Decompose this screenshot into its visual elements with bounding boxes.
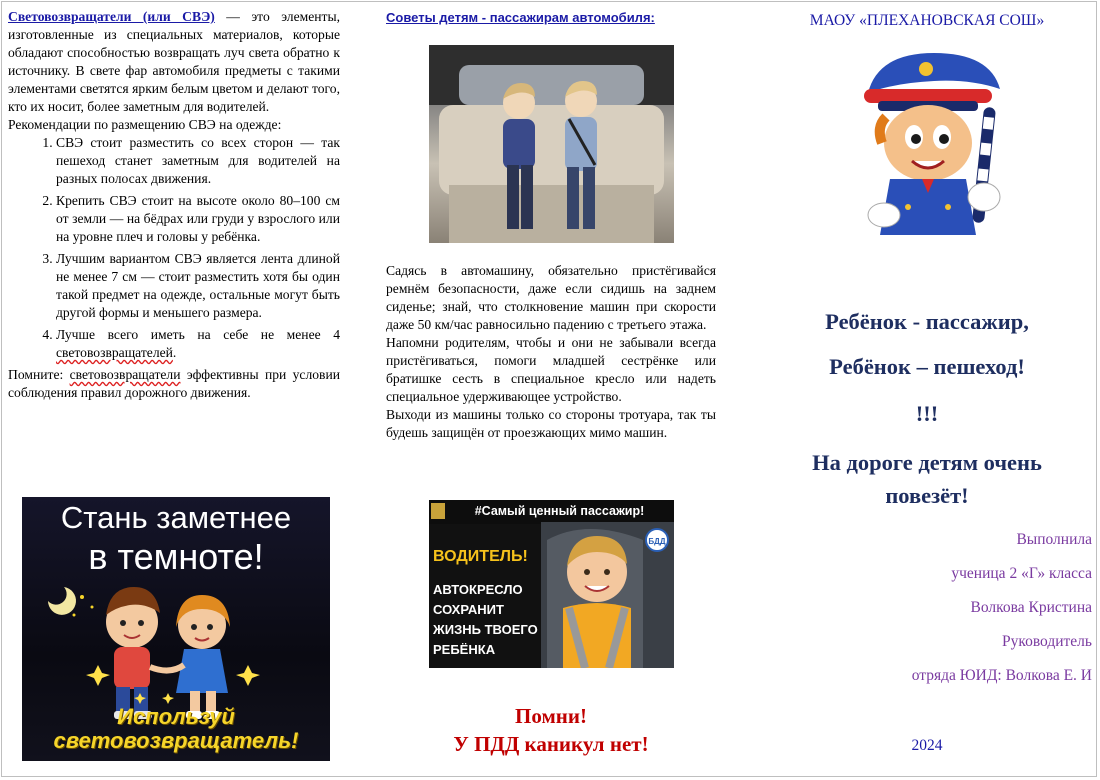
list-item: 2. Крепить СВЭ стоит на высоте около 80–100 см от земли — на бёдрах или груди у взрослого или на уровне плеч и головы у ребёнка. — [56, 192, 340, 246]
svr-term: Световозвращатели (или СВЭ) — [8, 9, 215, 24]
list-item-tail: световозвращателей — [56, 345, 173, 360]
poster-headline-1: Стань заметнее — [60, 500, 292, 535]
svr-intro — [8, 8, 340, 116]
boy-figure — [106, 587, 160, 719]
slogan-line-2: Ребёнок – пешеход! — [829, 354, 1025, 379]
note-rest: эффективны при условии соблюдения правил дорожного движения. — [8, 367, 340, 400]
slogan-line-5: повезёт! — [885, 483, 969, 508]
list-item: 1. СВЭ стоит разместить со всех сторон — так пешеход станет заметным для водителей на разных полосах движения. — [56, 134, 340, 188]
list-item: 3. Лучшим вариантом СВЭ является лента длиной не менее 7 см — стоит разместить хотя бы один такой предмет на одежде, остальные могут быть другой формы и меньшего размера. — [56, 250, 340, 322]
poster-message — [433, 580, 538, 660]
credit-line: Волкова Кристина — [970, 599, 1092, 616]
slogan-line-4: На дороге детям очень — [812, 450, 1042, 475]
traffic-officer-mascot — [838, 47, 1018, 239]
recommendations-list — [8, 134, 340, 362]
children-in-car-illustration — [429, 45, 674, 243]
passenger-tips-text — [386, 262, 716, 442]
recommendations-title: Рекомендации по размещению СВЭ на одежде: — [8, 117, 282, 132]
poster-driver-label: ВОДИТЕЛЬ! — [433, 548, 528, 565]
note-prefix: Помните: — [8, 367, 70, 382]
credit-line: Руководитель — [1001, 633, 1092, 650]
remember-line-2: У ПДД каникул нет! — [453, 732, 649, 756]
car-seat-poster — [429, 500, 674, 668]
poster-message-line: АВТОКРЕСЛО — [433, 582, 523, 597]
tip-paragraph: Садясь в автомашину, обязательно пристёгивайся ремнём безопасности, даже если сидишь на заднем сиденье; знай, что столкновение машин при скорости даже 50 км/час равносильно падению с третьего этажа. — [386, 263, 716, 332]
poster-slogan-line-2: световозвращатель! — [53, 728, 299, 753]
year-label: 2024 — [911, 737, 943, 754]
slogan-line-1: Ребёнок - пассажир, — [825, 309, 1029, 334]
poster-slogan — [22, 705, 330, 753]
credit-line: ученица 2 «Г» класса — [951, 565, 1092, 582]
traffic-officer-icon — [838, 47, 1018, 239]
tip-paragraph: Напомни родителям, чтобы и они не забывали всегда пристёгиваться, помоги младшей сестрёнке или братишке сесть в специальное кресло или надеть специальное удерживающее устройство. — [386, 335, 716, 404]
credit-line: Выполнила — [1016, 531, 1092, 548]
girl-figure — [176, 595, 230, 719]
list-item-text: Лучше всего иметь на себе не менее 4 — [56, 327, 340, 342]
poster-message-line: РЕБЁНКА — [433, 642, 496, 657]
poster-message-line: ЖИЗНЬ ТВОЕГО — [433, 622, 538, 637]
reflector-poster — [22, 497, 330, 761]
poster-message-line: СОХРАНИТ — [433, 602, 504, 617]
svr-definition: — это элементы, изготовленные из специальных материалов, которые обладают способностью возвращать луч света обратно к источнику. В свете фар автомобиля предметы с такими элементами светятся ярким белым цветом и делают того, кто их носит, более заметным для водителей. — [8, 9, 340, 114]
bdd-badge-label: БДД — [648, 537, 666, 546]
school-name: МАОУ «ПЛЕХАНОВСКАЯ СОШ» — [809, 12, 1045, 29]
tip-paragraph: Выходи из машины только со стороны тротуара, так ты будешь защищён от проезжающих мимо машин. — [386, 407, 716, 440]
poster-slogan-line-1: Используй — [117, 704, 235, 729]
poster-headline-2: в темноте! — [88, 536, 264, 577]
passenger-tips-heading: Советы детям - пассажирам автомобиля: — [386, 10, 655, 25]
moon-icon — [48, 587, 76, 615]
column-middle — [386, 0, 716, 25]
poster-hashtag: #Самый ценный пассажир! — [474, 504, 645, 518]
credit-line: отряда ЮИД: Волкова Е. И — [911, 667, 1092, 684]
remember-line-1: Помни! — [515, 704, 587, 728]
reminder-note — [8, 366, 340, 402]
list-item: 4. Лучше всего иметь на себе не менее 4 световозвращателей. — [56, 326, 340, 362]
slogan-line-3: !!! — [915, 401, 939, 426]
note-word: световозвращатели — [69, 367, 181, 382]
car-seat-photo — [429, 45, 674, 243]
column-left — [8, 0, 340, 402]
